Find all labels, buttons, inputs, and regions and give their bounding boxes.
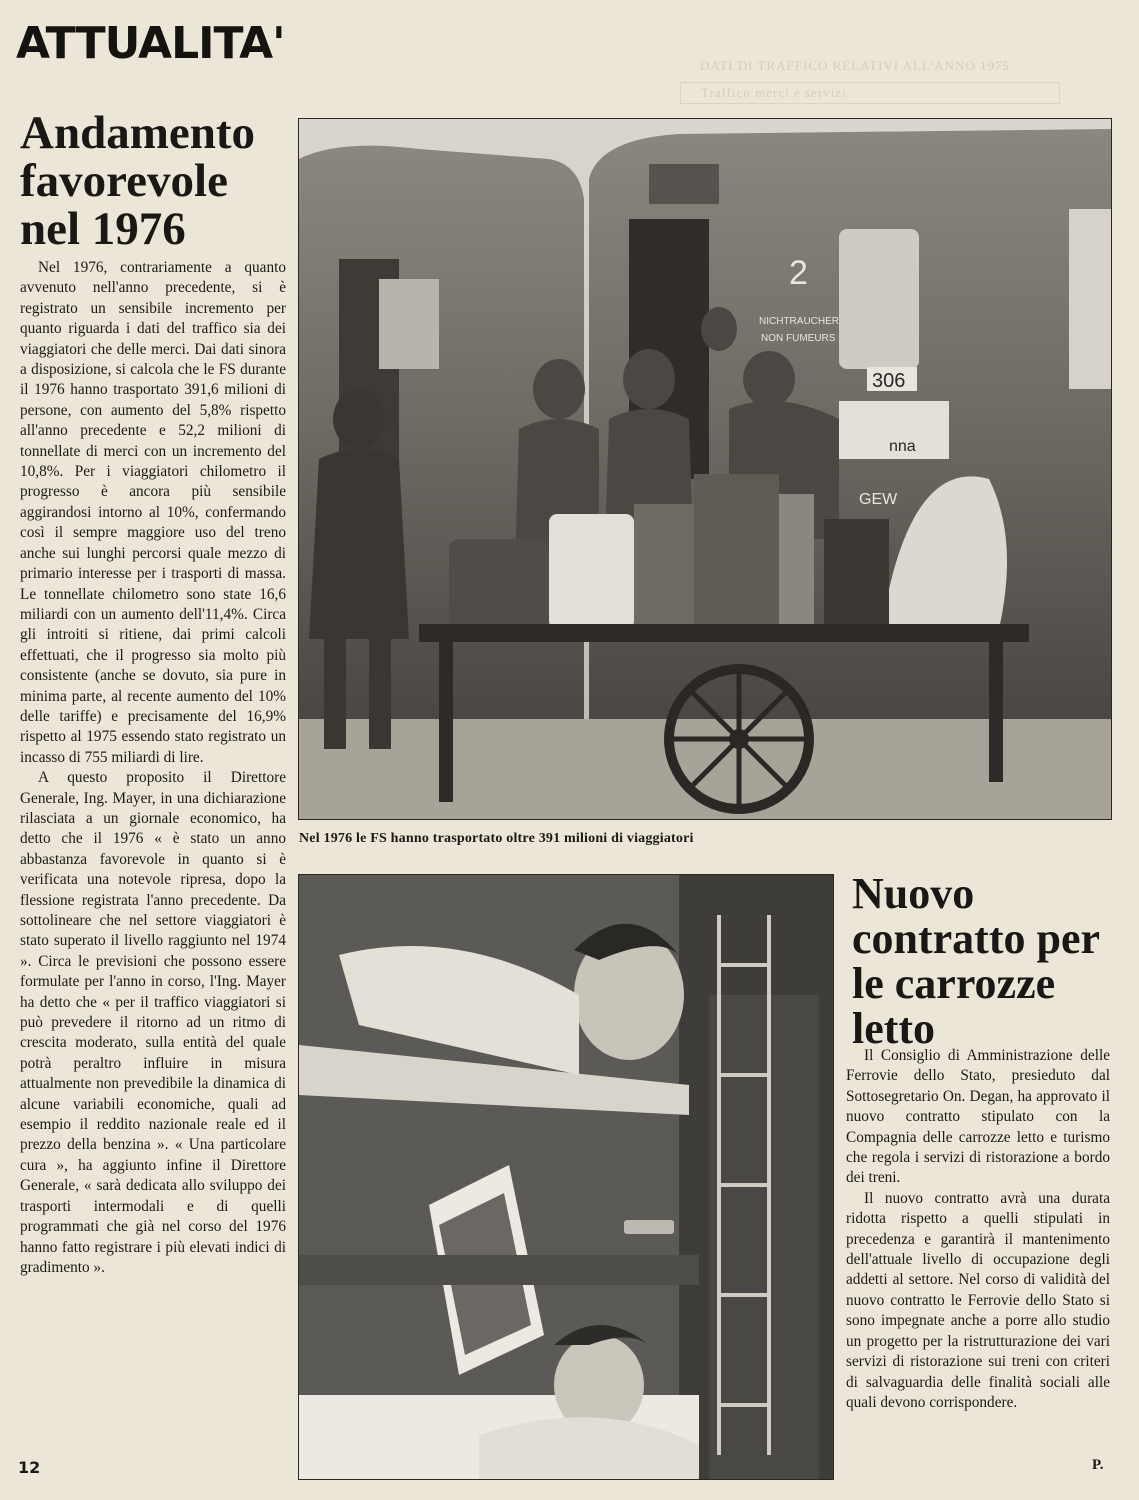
train-platform-illustration [299, 119, 1111, 819]
page-number: 12 [18, 1458, 41, 1477]
photo-caption: Nel 1976 le FS hanno trasportato oltre 391 milioni di viaggiatori [299, 831, 694, 846]
destination-board: nna [889, 438, 916, 455]
bleed-through-line-1: DATI DI TRAFFICO RELATIVI ALL'ANNO 1975 [699, 58, 1011, 73]
cart-label: GEW [859, 491, 898, 508]
coach-number: 306 [872, 370, 906, 392]
sleeping-car-illustration [299, 875, 833, 1479]
train-platform-photo [298, 118, 1112, 820]
article-1-headline: Andamento favorevole nel 1976 [20, 107, 256, 255]
door-sign-2: NON FUMEURS [761, 333, 836, 344]
article-2-paragraph: Il nuovo contratto avrà una durata ridotta rispetto a quelli stipulati in precedenza e garantirà il mantenimento dell'attuale livello di occupazione degli addetti al settore. Nel corso di validità del nuovo contratto le Ferrovie dello Stato si sono impegnate anche a porre allo studio un progetto per la ristrutturazione dei vari servizi di ristorazione sui treni con criteri di salvaguardia delle finalità sociali alle quali devono corrispondere. [846, 1189, 1110, 1411]
coach-class-number: 2 [789, 254, 808, 292]
article-2-paragraph: Il Consiglio di Amministrazione delle Ferrovie dello Stato, presieduto dal Sottosegretario On. Degan, ha approvato il nuovo contratto stipulato con la Compagnia delle carrozze letto e turismo che regola i servizi di ristorazione a bordo dei treni. [846, 1047, 1110, 1187]
section-title: ATTUALITA' [16, 18, 285, 69]
article-2-body [846, 1046, 1110, 1413]
article-1-paragraph: A questo proposito il Direttore Generale, Ing. Mayer, in una dichiarazione rilasciata a un giornale economico, ha detto che il 1976 « è stato un anno abbastanza favorevole in quanto si è verificata una notevole ripresa, dopo la flessione registrata l'anno precedente. Da sottolineare che nel settore viaggiatori è stato superato il livello raggiunto nel 1974 ». Circa le previsioni che possono essere formulate per l'anno in corso, l'Ing. Mayer ha detto che « per il traffico viaggiatori si può prevedere il ritorno ad un ritmo di crescita moderato, sulla entità del quale potrà peraltro influire in misura attualmente non prevedibile la dinamica di alcune variabili economiche, quali ad esempio il reddito nazionale reale ed il prezzo della benzina ». « Una particolare cura », ha aggiunto infine il Direttore Generale, « sarà dedicata allo sviluppo dei trasporti intermodali e di quelli programmati che già nel corso del 1976 hanno fatto registrare i più elevati indici di gradimento ». [20, 769, 286, 1276]
door-sign-1: NICHTRAUCHER [759, 316, 839, 327]
article-2-headline: Nuovo contratto per le carrozze letto [852, 869, 1100, 1053]
bleed-through-text [620, 52, 1090, 112]
bleed-through-line-2: Traffico merci e servizi [680, 82, 1060, 104]
article-1-paragraph: Nel 1976, contrariamente a quanto avvenuto nell'anno precedente, si è registrato un sensibile incremento per quanto riguarda i dati del traffico sia dei viaggiatori che delle merci. Dai dati sinora a disposizione, si calcola che le FS durante il 1976 hanno trasportato 391,6 milioni di persone, con aumento del 5,8% rispetto all'anno precedente e 52,2 milioni di tonnellate di merci con un incremento del 10,8%. Per i viaggiatori chilometro il progresso è ancora più sensibile aggirandosi intorno al 10%, confermando così il sempre maggiore uso del treno anche sui lunghi percorsi quale mezzo di primario interesse per i trasporti di massa. Le tonnellate chilometro sono state 16,6 miliardi con un aumento dell'11,4%. Circa gli introiti si ritiene, dai primi calcoli effettuati, che il progresso sia molto più consistente (anche se dovuto, sia pure in minima parte, al recente aumento del 10% delle tariffe) e precisamente del 16,9% rispetto al 1975 essendo stato registrato un incasso di 755 miliardi di lire. [20, 259, 286, 766]
sleeping-car-photo [298, 874, 834, 1480]
article-1-body [20, 258, 286, 1278]
article-2-signature: P. [1092, 1457, 1104, 1473]
